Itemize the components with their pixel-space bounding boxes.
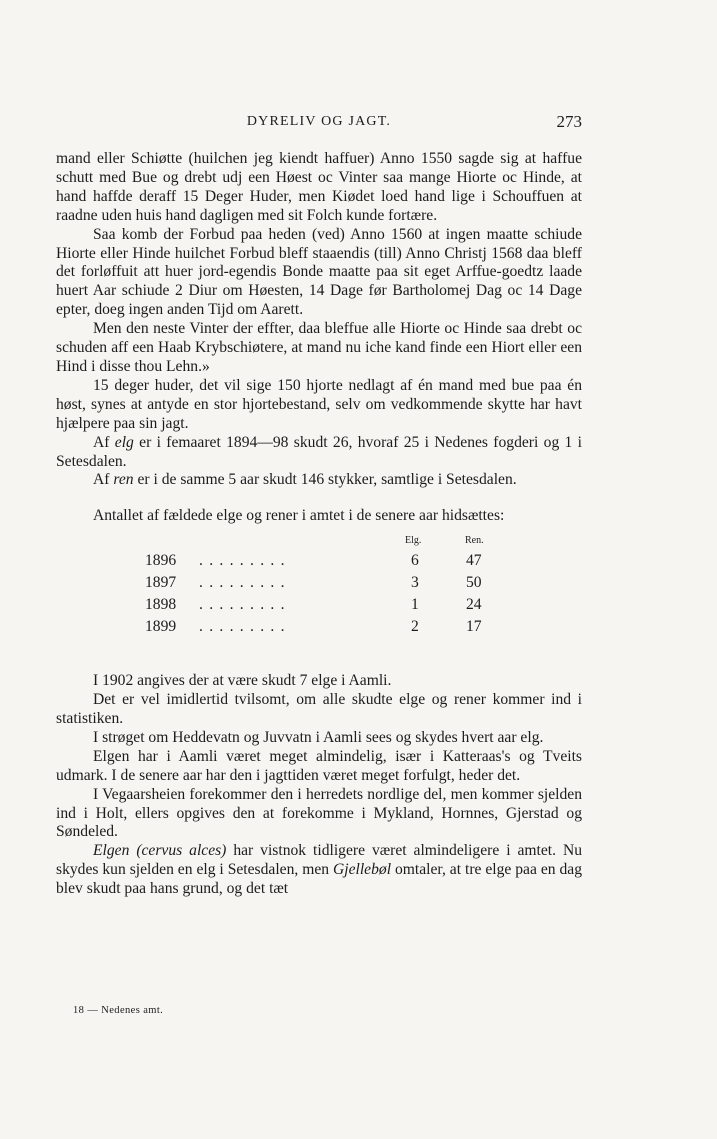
year-cell: 1898: [145, 596, 177, 614]
year-cell: 1897: [145, 574, 177, 592]
paragraph: [56, 471, 582, 490]
year-cell: 1899: [145, 618, 177, 636]
table-row: [56, 574, 582, 594]
paragraph: 15 deger huder, det vil sige 150 hjorte nedlagt af én mand med bue paa én høst, synes at antyde en stor hjortebestand, selv om vedkommende skytte har havt hjælpere paa sin jagt.: [56, 376, 582, 432]
paragraph: Det er vel imidlertid tvilsomt, om alle skudte elge og rener kommer ind i statistiken.: [56, 691, 582, 728]
page-header: [56, 114, 582, 136]
italic-term: elg: [114, 433, 134, 451]
paragraph: Elgen har i Aamli været meget almindelig, især i Katteraas's og Tveits udmark. I de senere aar har den i jagttiden været meget forfulgt, heder det.: [56, 747, 582, 784]
elg-cell: 3: [411, 574, 419, 592]
text-span: har vistnok tidligere været almindeligere i amtet. Nu skydes kun sjelden en elg i Setesdalen, men: [56, 842, 583, 879]
table-row: [56, 618, 582, 638]
column-header-elg: Elg.: [405, 535, 422, 547]
body-text: [56, 150, 582, 899]
paragraph: I Vegaarsheien forekommer den i herredets nordlige del, men kommer sjelden ind i Holt, ellers opgives den at forekomme i Mykland, Hornnes, Gjerstad og Søndeled.: [56, 785, 582, 841]
text-span: er i de samme 5 aar skudt 146 stykker, samtlige i Setesdalen.: [133, 471, 517, 489]
year-cell: 1896: [145, 552, 177, 570]
paragraph: [56, 434, 582, 472]
ren-cell: 24: [466, 596, 482, 614]
harvest-table: [56, 532, 582, 660]
leader-dots: .........: [199, 618, 291, 636]
leader-dots: .........: [199, 596, 291, 614]
paragraph: I 1902 angives der at være skudt 7 elge i Aamli.: [93, 672, 392, 690]
signature-mark: 18 — Nedenes amt.: [73, 1005, 164, 1016]
ren-cell: 50: [466, 574, 482, 592]
leader-dots: .........: [199, 574, 291, 592]
ren-cell: 47: [466, 552, 482, 570]
table-row: [56, 596, 582, 616]
running-title: DYRELIV OG JAGT.: [246, 114, 392, 129]
paragraph: Saa komb der Forbud paa heden (ved) Anno 1560 at ingen maatte schiude Hiorte eller Hinde huilchet Forbud bleff staaendis (till) Anno Christj 1568 daa bleff det forløffuit att huer jord-egendis Bonde maatte paa sit eget Arffue-goedtz laade huert Aar schiude 2 Diur om Høesten, 14 Dage før Bartholomej Dag oc 14 Dage epter, doeg ingen anden Tijd om Aarett.: [56, 225, 582, 319]
paragraph: Antallet af fældede elge og rener i amtet i de senere aar hidsættes:: [93, 507, 505, 525]
elg-cell: 2: [411, 618, 419, 636]
italic-term: ren: [113, 471, 134, 489]
table-row: [56, 552, 582, 572]
page-number: 273: [556, 112, 582, 131]
paragraph: [56, 842, 582, 899]
text-span: Af: [93, 471, 114, 489]
elg-cell: 1: [411, 596, 419, 614]
column-header-ren: Ren.: [465, 535, 484, 547]
text-span: omtaler, at tre elge paa en dag blev skudt paa hans grund, og det tæt: [56, 861, 582, 898]
paragraph: Men den neste Vinter der effter, daa bleffue alle Hiorte oc Hinde saa drebt oc schuden aff een Haab Krybschiøtere, at mand nu iche kand finde een Hiort eller een Hind i disse thou Lehn.»: [56, 320, 582, 375]
elg-cell: 6: [411, 552, 419, 570]
italic-term: Gjellebøl: [333, 861, 392, 879]
leader-dots: .........: [199, 552, 291, 570]
paragraph: I strøget om Heddevatn og Juvvatn i Aamli sees og skydes hvert aar elg.: [93, 728, 544, 746]
text-span: er i femaaret 1894—98 skudt 26, hvoraf 25 i Nedenes fogderi og 1 i Setesdalen.: [56, 433, 583, 470]
ren-cell: 17: [466, 618, 482, 636]
text-span: Af: [93, 433, 115, 451]
paragraph: mand eller Schiøtte (huilchen jeg kiendt haffuer) Anno 1550 sagde sig at haffue schutt med Bue og drebt udj een Høest oc Vinter saa mange Hiorte oc Hinde, at hand haffde deraff 15 Deger Huder, men Kiødet loed hand lige i Schouffuen at raadne uden huis hand dagligen med sit Folch kunde fortære.: [56, 150, 582, 224]
italic-term: Elgen (cervus alces): [93, 842, 227, 860]
